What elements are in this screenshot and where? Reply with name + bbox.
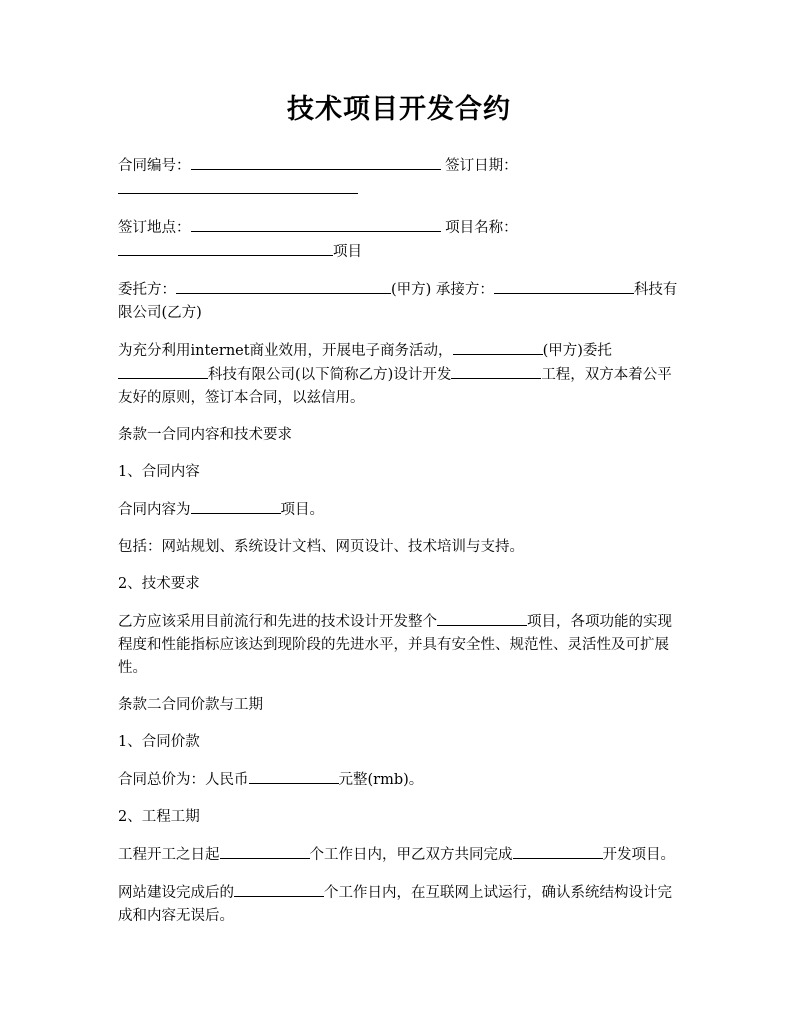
trial-blank bbox=[234, 881, 324, 897]
price-heading: 1、合同价款 bbox=[118, 734, 200, 750]
sign-place-blank bbox=[191, 216, 441, 232]
preamble-text-1: 为充分利用internet商业效用，开展电子商务活动， bbox=[118, 343, 453, 359]
section-2-heading: 2、技术要求 bbox=[118, 576, 200, 592]
sign-place-line bbox=[118, 216, 680, 264]
schedule-text-2: 个工作日内，甲乙双方共同完成 bbox=[309, 847, 513, 863]
contract-content-blank bbox=[191, 498, 281, 514]
project-name-label: 项目名称： bbox=[440, 220, 518, 236]
tech-text-1: 乙方应该采用目前流行和先进的技术设计开发整个 bbox=[118, 614, 437, 630]
sign-date-blank bbox=[118, 178, 358, 194]
section-1-heading: 1、合同内容 bbox=[118, 464, 200, 480]
preamble-text-2: (甲方)委托 bbox=[542, 343, 612, 359]
contractor-blank bbox=[494, 278, 634, 294]
contract-number-blank bbox=[191, 154, 441, 170]
client-blank bbox=[176, 278, 391, 294]
project-name-blank bbox=[118, 240, 333, 256]
parties-line bbox=[118, 278, 680, 325]
contract-number-line bbox=[118, 154, 680, 202]
contract-number-label: 合同编号： bbox=[118, 158, 191, 174]
clause-two-heading: 条款二合同价款与工期 bbox=[118, 697, 263, 713]
schedule-heading: 2、工程工期 bbox=[118, 809, 200, 825]
trial-text-2: 个工作日内，在互联网上试运行，确认系统结构设计完成和内容无误后。 bbox=[118, 885, 672, 924]
preamble-text-4: 工程，双方本着公平友好的原则，签订本合同，以兹信用。 bbox=[118, 367, 672, 406]
trial-text-1: 网站建设完成后的 bbox=[118, 885, 234, 901]
preamble-text-3: 科技有限公司(以下简称乙方)设计开发 bbox=[208, 367, 452, 383]
preamble-paragraph bbox=[118, 339, 680, 410]
schedule-paragraph-2 bbox=[118, 881, 680, 928]
contractor-label: (甲方) 承接方： bbox=[391, 282, 494, 298]
total-price-line bbox=[118, 768, 680, 792]
sign-date-label: 签订日期： bbox=[440, 158, 518, 174]
contractor-suffix: 科技有限公司(乙方) bbox=[118, 282, 678, 321]
contract-page bbox=[118, 90, 680, 942]
schedule-text-3: 开发项目。 bbox=[602, 847, 675, 863]
contract-content-text-1: 合同内容为 bbox=[118, 502, 191, 518]
client-label: 委托方： bbox=[118, 282, 176, 298]
price-text-2: 元整(rmb)。 bbox=[338, 772, 424, 788]
preamble-blank-2 bbox=[118, 363, 208, 379]
tech-blank bbox=[437, 610, 527, 626]
tech-text-2: 项目，各项功能的实现程度和性能指标应该达到现阶段的先进水平，并具有安全性、规范性、灵活性及可扩展性。 bbox=[118, 614, 672, 676]
project-suffix: 项目 bbox=[333, 244, 362, 260]
price-text-1: 合同总价为：人民币 bbox=[118, 772, 249, 788]
clause-one-heading: 条款一合同内容和技术要求 bbox=[118, 427, 292, 443]
tech-requirements-paragraph bbox=[118, 610, 680, 680]
contract-content-line bbox=[118, 498, 680, 522]
contract-content-text-2: 项目。 bbox=[280, 502, 324, 518]
schedule-text-1: 工程开工之日起 bbox=[118, 847, 220, 863]
price-blank bbox=[249, 768, 339, 784]
schedule-blank-2 bbox=[513, 843, 603, 859]
document-title: 技术项目开发合约 bbox=[287, 94, 511, 125]
sign-place-label: 签订地点： bbox=[118, 220, 191, 236]
includes-line: 包括：网站规划、系统设计文档、网页设计、技术培训与支持。 bbox=[118, 539, 524, 555]
schedule-paragraph-1 bbox=[118, 843, 680, 867]
schedule-blank-1 bbox=[220, 843, 310, 859]
preamble-blank-3 bbox=[451, 363, 541, 379]
preamble-blank-1 bbox=[453, 339, 543, 355]
